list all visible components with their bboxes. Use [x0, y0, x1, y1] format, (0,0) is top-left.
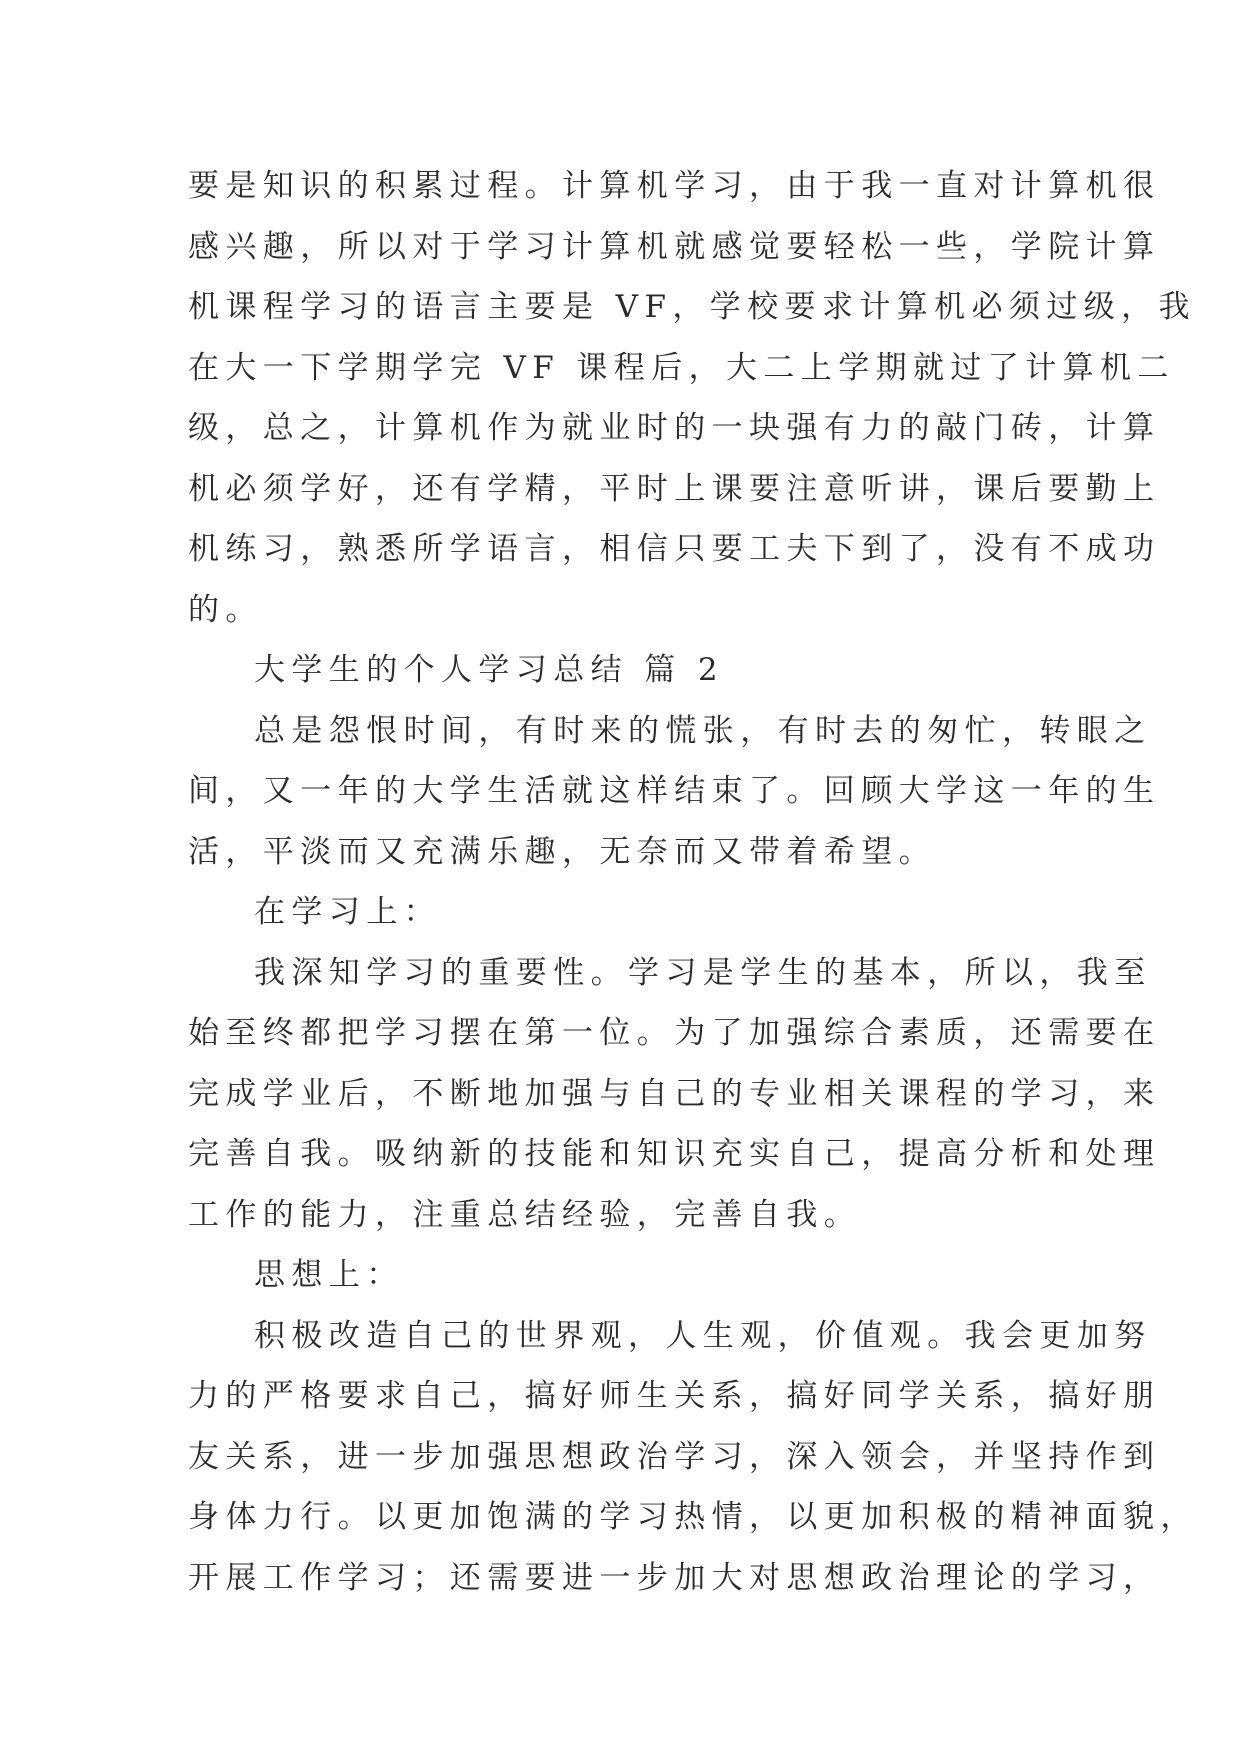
text-line: 活，平淡而又充满乐趣，无奈而又带着希望。	[188, 834, 936, 870]
text-line: 要是知识的积累过程。计算机学习，由于我一直对计算机很	[188, 168, 1161, 204]
text-line: 我深知学习的重要性。学习是学生的基本，所以，我至	[254, 955, 1152, 991]
text-line: 间，又一年的大学生活就这样结束了。回顾大学这一年的生	[188, 773, 1161, 809]
text-line: 总是怨恨时间，有时来的慌张，有时去的匆忙，转眼之	[254, 713, 1152, 749]
text-line: 积极改造自己的世界观，人生观，价值观。我会更加努	[254, 1318, 1152, 1354]
text-line: 完成学业后，不断地加强与自己的专业相关课程的学习，来	[188, 1076, 1161, 1112]
text-line: 机课程学习的语言主要是 VF，学校要求计算机必须过级，我	[188, 289, 1196, 325]
text-line: 机练习，熟悉所学语言，相信只要工夫下到了，没有不成功	[188, 531, 1161, 567]
text-line: 的。	[188, 592, 263, 628]
text-line: 思想上：	[254, 1257, 404, 1293]
text-line: 始至终都把学习摆在第一位。为了加强综合素质，还需要在	[188, 1015, 1161, 1051]
text-line: 在大一下学期学完 VF 课程后，大二上学期就过了计算机二	[188, 350, 1175, 386]
text-line: 身体力行。以更加饱满的学习热情，以更加积极的精神面貌，	[188, 1499, 1198, 1535]
text-line: 级，总之，计算机作为就业时的一块强有力的敲门砖，计算	[188, 410, 1161, 446]
text-line: 在学习上：	[254, 894, 441, 930]
text-line: 工作的能力，注重总结经验，完善自我。	[188, 1197, 862, 1233]
text-line: 完善自我。吸纳新的技能和知识充实自己，提高分析和处理	[188, 1136, 1161, 1172]
text-line: 感兴趣，所以对于学习计算机就感觉要轻松一些，学院计算	[188, 229, 1161, 265]
text-line: 大学生的个人学习总结 篇 2	[254, 652, 725, 688]
text-line: 友关系，进一步加强思想政治学习，深入领会，并坚持作到	[188, 1439, 1161, 1475]
text-line: 开展工作学习；还需要进一步加大对思想政治理论的学习，	[188, 1560, 1161, 1596]
text-line: 力的严格要求自己，搞好师生关系，搞好同学关系，搞好朋	[188, 1378, 1161, 1414]
text-line: 机必须学好，还有学精，平时上课要注意听讲，课后要勤上	[188, 471, 1161, 507]
